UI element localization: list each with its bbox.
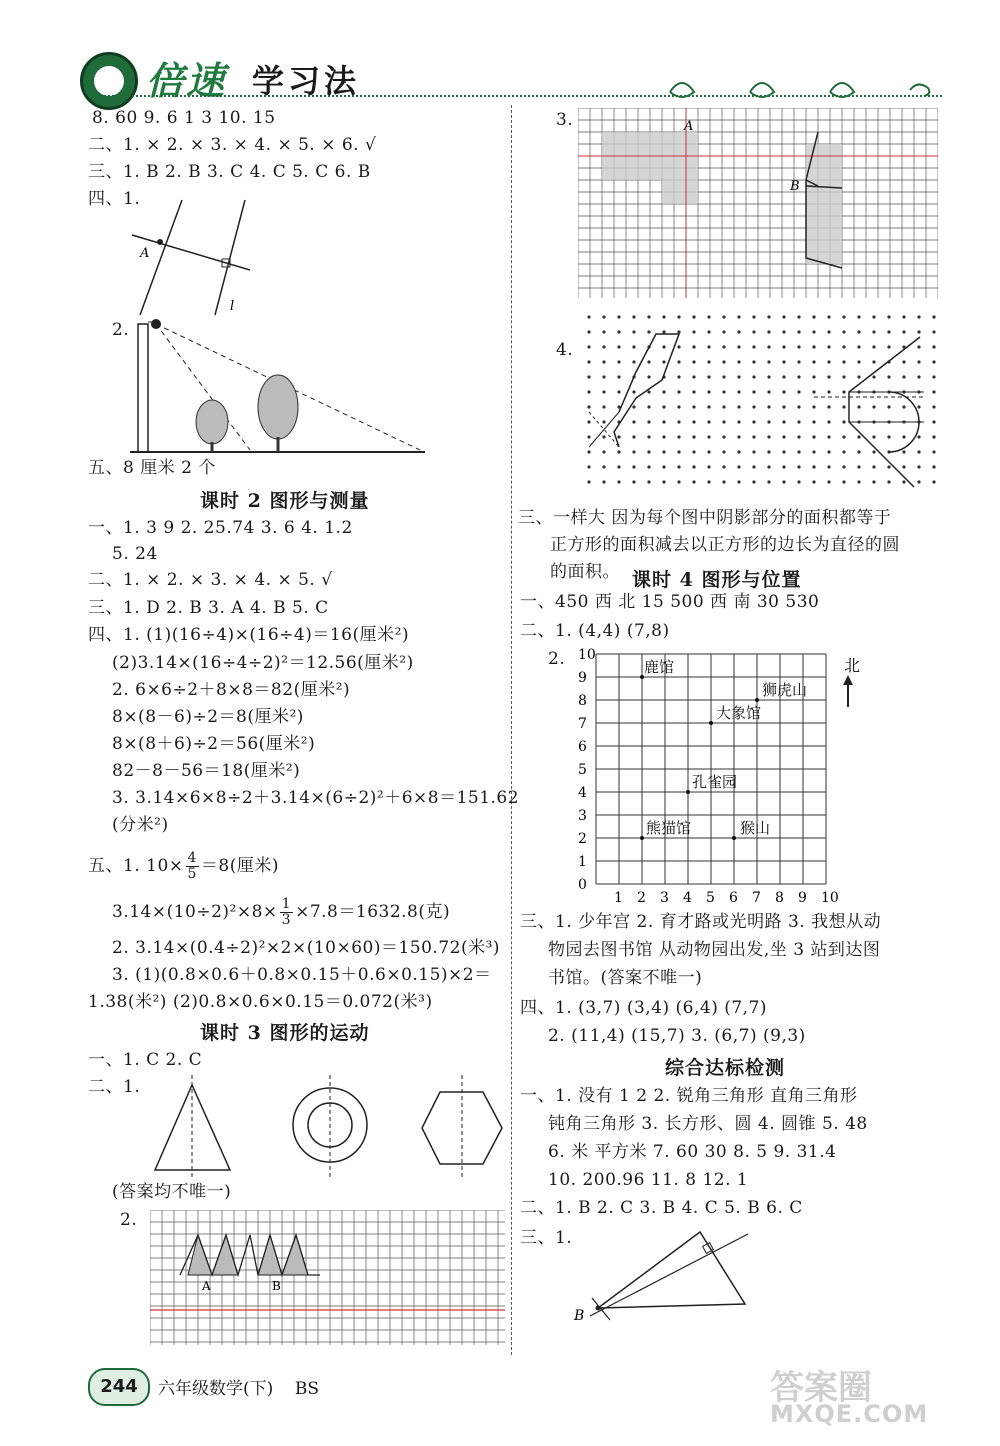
triangle-height-figure <box>570 1220 760 1330</box>
answer-line: 的面积。 <box>550 562 620 582</box>
x-tick-label: 9 <box>798 890 807 906</box>
answer-line: 8. 60 9. 6 1 3 10. 15 <box>92 108 276 128</box>
y-tick-label: 8 <box>578 693 587 709</box>
answer-line: 8×(8＋6)÷2＝56(厘米²) <box>112 734 316 754</box>
translation-grid <box>150 1210 505 1345</box>
answer-line: 五、8 厘米 2 个 <box>88 458 216 478</box>
point-a-label: A <box>140 246 150 261</box>
answer-line: (2)3.14×(16÷4÷2)²＝12.56(厘米²) <box>112 653 414 673</box>
answer-line: 3. 3.14×6×8÷2＋3.14×(6÷2)²＋6×8＝151.62 <box>112 788 520 808</box>
x-tick-label: 2 <box>637 890 646 906</box>
y-tick-label: 6 <box>578 739 587 755</box>
answer-line: 一、1. 没有 1 2 2. 锐角三角形 直角三角形 <box>520 1086 858 1106</box>
rotation-grid <box>578 108 938 298</box>
answer-note: (答案均不唯一) <box>112 1182 232 1202</box>
answer-line: 二、1. × 2. × 3. × 4. × 5. × 6. √ <box>88 135 377 155</box>
point-a-label: A <box>202 1279 211 1293</box>
answer-line: 4. <box>556 340 574 360</box>
page-number: 244 <box>88 1368 150 1406</box>
answer-line: 三、一样大 因为每个图中阴影部分的面积都等于 <box>518 508 892 528</box>
answer-line: 8×(8－6)÷2＝8(厘米²) <box>112 707 304 727</box>
x-tick-label: 6 <box>729 890 738 906</box>
answer-line: 1.38(米²) (2)0.8×0.6×0.15＝0.072(米³) <box>88 992 433 1012</box>
point-a-label: A <box>684 119 694 134</box>
x-tick-label: 10 <box>821 890 839 906</box>
x-tick-label: 4 <box>683 890 692 906</box>
answer-line: 三、1. 少年宫 2. 育才路或光明路 3. 我想从动 <box>520 912 882 932</box>
y-tick-label: 9 <box>578 670 587 686</box>
answer-line: 一、1. C 2. C <box>88 1050 203 1070</box>
answer-line: 2. (11,4) (15,7) 3. (6,7) (9,3) <box>548 1026 806 1046</box>
point-b-label: B <box>790 179 800 194</box>
section-title: 课时 2 图形与测量 <box>200 490 370 512</box>
answer-line: 2. 3.14×(0.4÷2)²×2×(10×60)＝150.72(米³) <box>112 938 501 958</box>
answer-line: 三、1. B 2. B 3. C 4. C 5. C 6. B <box>88 162 371 182</box>
x-tick-label: 5 <box>706 890 715 906</box>
watermark-url: MXQE.COM <box>770 1400 929 1428</box>
answer-line: (分米²) <box>112 815 169 835</box>
y-tick-label: 5 <box>578 762 587 778</box>
answer-line: 二、1. (4,4) (7,8) <box>520 621 670 641</box>
x-tick-label: 3 <box>660 890 669 906</box>
answer-line: 正方形的面积减去以正方形的边长为直径的圆 <box>550 535 900 555</box>
section-title: 课时 4 图形与位置 <box>632 569 802 591</box>
header-swirl-decoration <box>660 72 950 102</box>
watermark-logo: 答案圈 <box>770 1368 872 1408</box>
answer-line: 10. 200.96 11. 8 12. 1 <box>548 1170 749 1190</box>
answer-line: 2. <box>548 649 566 669</box>
map-label-deer: 鹿馆 <box>644 658 675 676</box>
answer-line: 二、1. B 2. C 3. B 4. C 5. B 6. C <box>520 1198 803 1218</box>
x-tick-label: 8 <box>775 890 784 906</box>
answer-line: 物园去图书馆 从动物园出发,坐 3 站到达图 <box>548 940 881 960</box>
answer-line: 四、1. <box>88 189 141 209</box>
north-label: 北 <box>844 656 861 675</box>
answer-line: 82－8－56＝18(厘米²) <box>112 761 301 781</box>
lamp-tree-shadow-figure <box>130 312 430 457</box>
answer-line-fraction: 五、1. 10× $\frac{4}{5}$ ＝8(厘米) <box>88 850 280 882</box>
answer-line: 2. 6×6÷2＋8×8＝82(厘米²) <box>112 680 351 700</box>
answer-line: 3. <box>556 110 574 130</box>
answer-line: 书馆。(答案不唯一) <box>548 968 703 988</box>
zoo-coordinate-map <box>572 645 872 907</box>
parallel-lines-figure <box>130 195 250 325</box>
answer-line: 6. 米 平方米 7. 60 30 8. 5 9. 31.4 <box>548 1142 837 1162</box>
answer-line: 2. <box>120 1210 138 1230</box>
answer-line: 三、1. D 2. B 3. A 4. B 5. C <box>88 598 329 618</box>
answer-line: 三、1. <box>520 1228 573 1248</box>
x-tick-label: 7 <box>752 890 761 906</box>
footer-grade: 六年级数学(下) BS <box>158 1379 320 1399</box>
map-label-lion-tiger: 狮虎山 <box>762 681 808 699</box>
answer-line: 四、1. (3,7) (3,4) (6,4) (7,7) <box>520 998 768 1018</box>
y-tick-label: 3 <box>578 808 587 824</box>
y-tick-label: 1 <box>578 854 587 870</box>
map-label-monkey: 猴山 <box>740 819 771 837</box>
x-tick-label: 1 <box>614 890 623 906</box>
symmetry-figures <box>140 1070 520 1180</box>
answer-line: 2. <box>112 320 130 340</box>
section-title: 综合达标检测 <box>665 1057 786 1079</box>
answer-line: 二、1. <box>88 1077 141 1097</box>
line-l-label: l <box>230 299 235 314</box>
y-tick-label: 4 <box>578 785 587 801</box>
y-tick-label: 10 <box>578 647 596 663</box>
y-tick-label: 2 <box>578 831 587 847</box>
dot-grid-figure <box>584 312 936 497</box>
map-label-elephant: 大象馆 <box>716 704 762 722</box>
map-label-panda: 熊猫馆 <box>646 819 692 837</box>
y-tick-label: 7 <box>578 716 587 732</box>
point-b-label: B <box>574 1308 585 1324</box>
map-label-peacock: 孔雀园 <box>692 773 738 791</box>
brand-main: 倍速 <box>146 59 227 103</box>
answer-line: 5. 24 <box>112 544 158 564</box>
answer-line: 3. (1)(0.8×0.6＋0.8×0.15＋0.6×0.15)×2＝ <box>112 965 492 985</box>
brand-sub: 学习法 <box>252 62 361 100</box>
answer-line: 钝角三角形 3. 长方形、圆 4. 圆锥 5. 48 <box>548 1114 868 1134</box>
section-title: 课时 3 图形的运动 <box>200 1022 370 1044</box>
point-b-label: B <box>272 1279 281 1293</box>
answer-line-fraction: 3.14×(10÷2)²×8× $\frac{1}{3}$ ×7.8＝1632.8(克) <box>112 896 451 928</box>
answer-line: 一、450 西 北 15 500 西 南 30 530 <box>520 592 820 612</box>
answer-line: 一、1. 3 9 2. 25.74 3. 6 4. 1.2 <box>88 518 353 538</box>
answer-line: 四、1. (1)(16÷4)×(16÷4)＝16(厘米²) <box>88 625 410 645</box>
logo-icon <box>80 52 138 110</box>
answer-line: 二、1. × 2. × 3. × 4. × 5. √ <box>88 570 333 590</box>
y-tick-label: 0 <box>578 877 587 893</box>
